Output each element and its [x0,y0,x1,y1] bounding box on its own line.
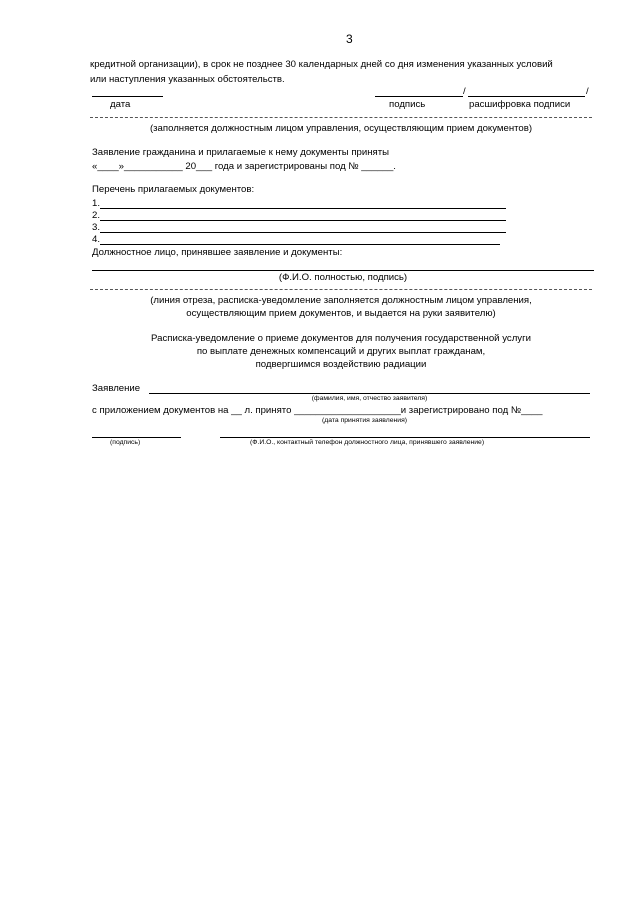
page-number: 3 [346,32,353,46]
signature-caption: (подпись) [110,439,141,446]
doc-item-line [100,244,500,245]
official-caption: (Ф.И.О. полностью, подпись) [278,272,408,283]
doc-item-line [100,232,506,233]
statement-label: Заявление [92,383,141,394]
receipt-title-line-1: Расписка-уведомление о приеме документов для получения государственной услуги [151,333,531,344]
official-name-line [92,270,594,271]
doc-item-number: 4. [92,234,101,245]
decoding-label: расшифровка подписи [469,99,571,110]
official-label: Должностное лицо, принявшее заявление и документы: [92,247,343,258]
doc-item-number: 1. [92,198,101,209]
date-label: дата [110,99,131,110]
receipt-title-line-3: подвергшимся воздействию радиации [255,359,427,370]
slash-separator: / [463,86,466,97]
attachments-line: с приложением документов на __ л. принято ____________________и зарегистрировано под №____ [92,405,543,416]
doc-item-line [100,220,506,221]
signature-line [375,96,463,97]
cut-note-line-1: (линия отреза, расписка-уведомление заполняется должностным лицом управления, [150,295,532,306]
date-line [92,96,163,97]
cut-line [90,289,592,290]
official-note: (заполняется должностным лицом управления, осуществляющим прием документов) [149,123,533,134]
accepted-line-2: «____»___________ 20___ года и зарегистрированы под № ______. [92,161,396,172]
official-contact-caption: (Ф.И.О., контактный телефон должностного лица, принявшего заявление) [250,439,485,446]
date-caption: (дата принятия заявления) [322,417,408,424]
docs-heading: Перечень прилагаемых документов: [92,184,255,195]
dashed-divider [90,117,592,118]
doc-item-number: 2. [92,210,101,221]
cut-note-line-2: осуществляющим прием документов, и выдается на руки заявителю) [186,308,496,319]
receipt-signature-line [92,437,181,438]
accepted-line-1: Заявление гражданина и прилагаемые к нему документы приняты [92,147,390,158]
slash-separator: / [586,86,589,97]
decoding-line [468,96,585,97]
applicant-name-line [149,393,590,394]
receipt-title-line-2: по выплате денежных компенсаций и других выплат гражданам, [196,346,486,357]
intro-line-2: или наступления указанных обстоятельств. [90,74,285,85]
applicant-caption: (фамилия, имя, отчество заявителя) [311,395,428,402]
doc-item-number: 3. [92,222,101,233]
doc-item-line [100,208,506,209]
receipt-official-line [220,437,590,438]
signature-label: подпись [389,99,426,110]
intro-line-1: кредитной организации), в срок не позднее 30 календарных дней со дня изменения указанных условий [90,59,553,70]
